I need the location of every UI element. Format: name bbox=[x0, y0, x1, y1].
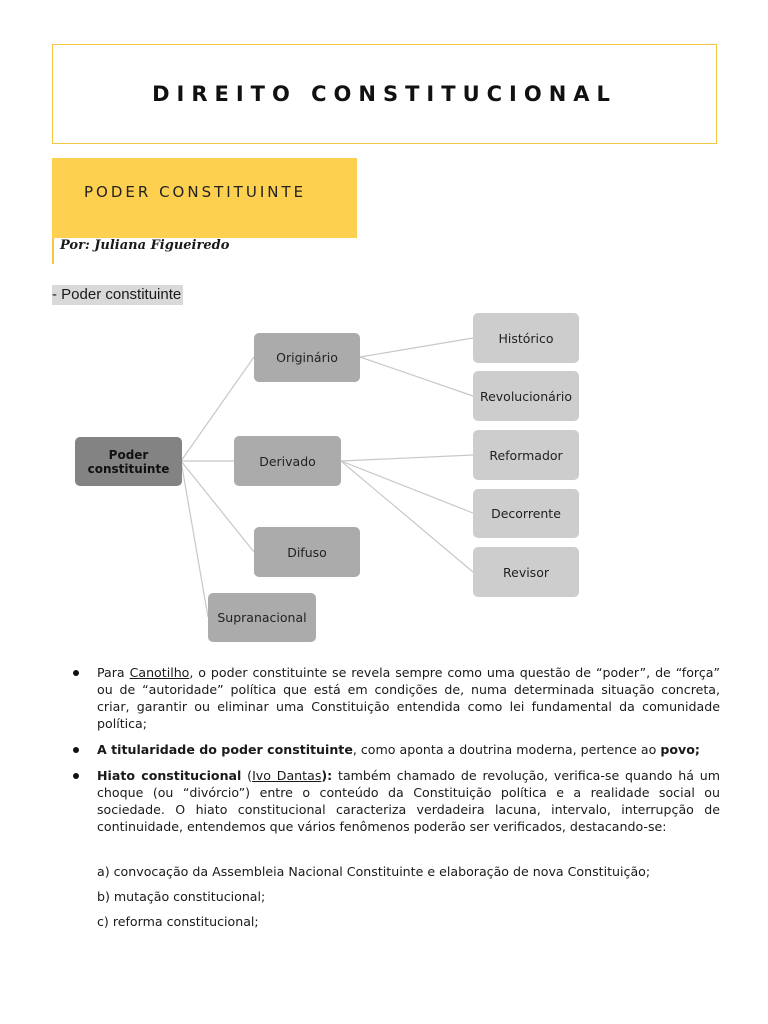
author-signature: Por: Juliana Figueiredo bbox=[60, 238, 230, 253]
connector-derivado-revisor bbox=[341, 461, 473, 572]
bullet-bold-term: povo bbox=[660, 742, 695, 757]
node-revolucionario: Revolucionário bbox=[473, 371, 579, 421]
node-revisor: Revisor bbox=[473, 547, 579, 597]
node-originario: Originário bbox=[254, 333, 360, 382]
node-decorrente: Decorrente bbox=[473, 489, 579, 538]
connector-originario-historico bbox=[360, 338, 473, 357]
sub-item-b: b) mutação constitucional; bbox=[97, 889, 266, 904]
bullet-bold-term: A titularidade do poder constituinte bbox=[97, 742, 353, 757]
bullet-text: Para bbox=[97, 665, 130, 680]
node-reformador: Reformador bbox=[473, 430, 579, 480]
sub-item-c: c) reforma constitucional; bbox=[97, 914, 259, 929]
banner-side-rule bbox=[52, 238, 54, 264]
bullet-text: também chamado de revolução, verifica-se quando há um choque (ou “divórcio”) entre o conteúdo da Constituição política e a realidade social ou sociedade. O hiato constitucional caracteriza verdadeira lacuna, intervalo, interrupção de continuidade, entendemos que vários fenômenos poderão ser verificados, destacando-se: bbox=[97, 768, 720, 834]
bullet-hiato bbox=[70, 767, 720, 835]
node-difuso: Difuso bbox=[254, 527, 360, 577]
bullet-text: , como aponta a doutrina moderna, pertence ao bbox=[352, 742, 661, 757]
section-heading: - Poder constituinte bbox=[52, 286, 182, 303]
subtitle: PODER CONSTITUINTE bbox=[84, 183, 307, 201]
bullet-text: ; bbox=[694, 742, 700, 757]
connector-derivado-reformador bbox=[341, 455, 473, 461]
bullet-text: , o poder constituinte se revela sempre como uma questão de “poder”, de “força” ou de “autoridade” política que está em condições de, numa determinada situação concreta, criar, garantir ou eliminar uma Constituição entendida como lei fundamental da comunidade política; bbox=[97, 665, 720, 731]
subtitle-banner bbox=[52, 158, 357, 238]
bullet-dot bbox=[73, 670, 79, 676]
sub-item-a: a) convocação da Assembleia Nacional Constituinte e elaboração de nova Constituição; bbox=[97, 864, 651, 879]
connector-originario-revolucionario bbox=[360, 357, 473, 396]
author-link-canotilho[interactable]: Canotilho bbox=[129, 665, 190, 680]
author-link-ivo-dantas[interactable]: Ivo Dantas bbox=[252, 768, 322, 783]
bullet-text: ( bbox=[241, 768, 253, 783]
bullet-list bbox=[70, 664, 720, 844]
title-box bbox=[52, 44, 717, 144]
bullet-canotilho bbox=[70, 664, 720, 732]
bullet-dot bbox=[73, 773, 79, 779]
sub-item-list bbox=[97, 863, 727, 938]
connector-root-supranacional bbox=[181, 461, 208, 617]
connector-derivado-decorrente bbox=[341, 461, 473, 513]
node-derivado: Derivado bbox=[234, 436, 341, 486]
node-supranacional: Supranacional bbox=[208, 593, 316, 642]
bullet-titularidade bbox=[70, 741, 720, 758]
bullet-bold-term: Hiato constitucional bbox=[97, 768, 242, 783]
node-historico: Histórico bbox=[473, 313, 579, 363]
bullet-dot bbox=[73, 747, 79, 753]
bullet-text: ): bbox=[321, 768, 333, 783]
node-poder-constituinte: Poder constituinte bbox=[75, 437, 182, 486]
document-title: DIREITO CONSTITUCIONAL bbox=[152, 82, 617, 106]
